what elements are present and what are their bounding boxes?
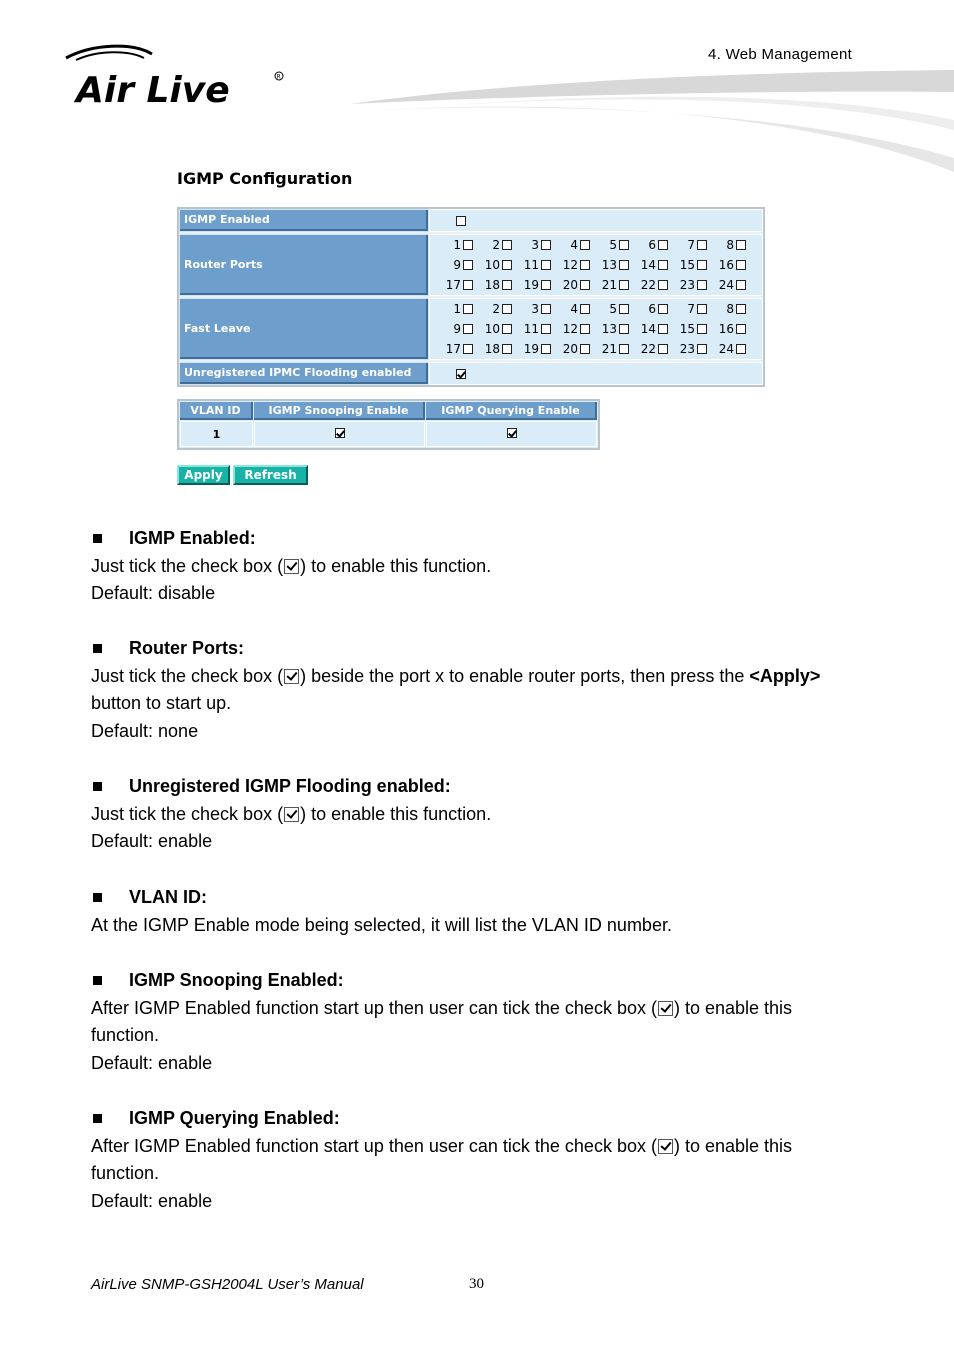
port-number: 6	[648, 302, 656, 316]
port-number: 21	[601, 278, 617, 292]
router-ports-grid	[434, 236, 746, 295]
fast-leave-port-3	[512, 300, 551, 319]
port-checkbox[interactable]	[541, 260, 551, 270]
port-checkbox[interactable]	[658, 240, 668, 250]
fast-leave-port-17	[434, 340, 473, 359]
port-number: 19	[523, 278, 539, 292]
section-router-ports	[91, 635, 881, 745]
router-port-7	[668, 236, 707, 255]
flooding-label: Unregistered IPMC Flooding enabled	[180, 363, 428, 384]
port-number: 15	[679, 322, 695, 336]
port-checkbox[interactable]	[736, 280, 746, 290]
port-checkbox[interactable]	[541, 280, 551, 290]
port-checkbox[interactable]	[502, 324, 512, 334]
section-heading: VLAN ID:	[91, 884, 881, 912]
router-port-1	[434, 236, 473, 255]
fast-leave-port-19	[512, 340, 551, 359]
port-checkbox[interactable]	[541, 324, 551, 334]
port-checkbox[interactable]	[619, 324, 629, 334]
port-number: 14	[640, 258, 656, 272]
port-number: 14	[640, 322, 656, 336]
section-text: ) beside the port x to enable router ports, then press the	[300, 665, 750, 686]
vlan-id-header: VLAN ID	[180, 402, 253, 420]
fast-leave-port-20	[551, 340, 590, 359]
port-checkbox[interactable]	[619, 344, 629, 354]
port-number: 1	[453, 302, 461, 316]
port-number: 10	[484, 322, 500, 336]
igmp-config-table	[177, 207, 765, 387]
port-checkbox[interactable]	[736, 304, 746, 314]
flooding-checkbox[interactable]	[456, 369, 466, 379]
section-text: Just tick the check box (	[91, 665, 284, 686]
section-default: Default: enable	[91, 1190, 213, 1211]
port-checkbox[interactable]	[502, 280, 512, 290]
chapter-title: 4. Web Management	[708, 46, 853, 63]
checkbox-icon	[658, 1139, 673, 1154]
port-checkbox[interactable]	[541, 304, 551, 314]
section-text-cont: function.	[91, 1025, 160, 1045]
port-checkbox[interactable]	[619, 260, 629, 270]
router-port-21	[590, 276, 629, 295]
router-port-2	[473, 236, 512, 255]
table-row	[180, 421, 597, 447]
port-checkbox[interactable]	[463, 344, 473, 354]
page-number: 30	[469, 1276, 484, 1292]
port-checkbox[interactable]	[502, 260, 512, 270]
apply-button[interactable]: Apply	[177, 465, 230, 485]
port-number: 24	[718, 278, 734, 292]
port-checkbox[interactable]	[502, 344, 512, 354]
port-number: 10	[484, 258, 500, 272]
section-heading: Unregistered IGMP Flooding enabled:	[91, 773, 881, 801]
router-port-23	[668, 276, 707, 295]
section-default: Default: none	[91, 720, 199, 741]
router-port-4	[551, 236, 590, 255]
port-number: 12	[562, 258, 578, 272]
refresh-button[interactable]: Refresh	[233, 465, 308, 485]
port-checkbox[interactable]	[619, 280, 629, 290]
checkbox-icon	[284, 669, 299, 684]
port-checkbox[interactable]	[580, 344, 590, 354]
section-text: After IGMP Enabled function start up then user can tick the check box (	[91, 1135, 657, 1156]
router-port-15	[668, 256, 707, 275]
router-port-13	[590, 256, 629, 275]
snooping-checkbox[interactable]	[335, 428, 345, 438]
port-number: 5	[609, 302, 617, 316]
port-checkbox[interactable]	[541, 344, 551, 354]
checkbox-icon	[284, 559, 299, 574]
port-checkbox[interactable]	[541, 240, 551, 250]
port-checkbox[interactable]	[502, 304, 512, 314]
port-checkbox[interactable]	[736, 240, 746, 250]
igmp-enabled-label: IGMP Enabled	[180, 210, 428, 231]
port-number: 9	[453, 258, 461, 272]
section-text: Just tick the check box (	[91, 555, 284, 576]
port-checkbox[interactable]	[658, 304, 668, 314]
section-heading: IGMP Snooping Enabled:	[91, 967, 881, 995]
port-number: 18	[484, 342, 500, 356]
port-checkbox[interactable]	[463, 240, 473, 250]
port-number: 15	[679, 258, 695, 272]
section-heading: IGMP Querying Enabled:	[91, 1105, 881, 1133]
fast-leave-grid	[434, 300, 746, 359]
port-number: 21	[601, 342, 617, 356]
fast-leave-port-6	[629, 300, 668, 319]
port-number: 22	[640, 342, 656, 356]
checkbox-icon	[658, 1001, 673, 1016]
port-number: 23	[679, 278, 695, 292]
port-checkbox[interactable]	[658, 260, 668, 270]
fast-leave-port-9	[434, 320, 473, 339]
port-checkbox[interactable]	[463, 304, 473, 314]
section-default: Default: disable	[91, 583, 216, 603]
fast-leave-port-15	[668, 320, 707, 339]
port-number: 22	[640, 278, 656, 292]
router-port-5	[590, 236, 629, 255]
port-number: 24	[718, 342, 734, 356]
snooping-header: IGMP Snooping Enable	[254, 402, 425, 420]
port-number: 7	[687, 238, 695, 252]
port-checkbox[interactable]	[697, 304, 707, 314]
port-number: 23	[679, 342, 695, 356]
port-checkbox[interactable]	[619, 304, 629, 314]
row-router-ports	[179, 234, 763, 298]
router-port-14	[629, 256, 668, 275]
footer-manual: AirLive SNMP-GSH2004L User’s Manual	[91, 1276, 364, 1293]
port-number: 7	[687, 302, 695, 316]
port-number: 17	[445, 278, 461, 292]
section-text: ) to enable this	[673, 997, 793, 1018]
router-port-19	[512, 276, 551, 295]
router-port-12	[551, 256, 590, 275]
fast-leave-port-4	[551, 300, 590, 319]
port-checkbox[interactable]	[697, 240, 707, 250]
section-text: ) to enable this function.	[300, 803, 492, 824]
fast-leave-label: Fast Leave	[180, 299, 428, 359]
section-text-cont: function.	[91, 1163, 160, 1183]
port-number: 13	[601, 258, 617, 272]
section-heading: Router Ports:	[91, 635, 881, 663]
router-port-20	[551, 276, 590, 295]
router-port-3	[512, 236, 551, 255]
port-checkbox[interactable]	[580, 304, 590, 314]
port-checkbox[interactable]	[580, 280, 590, 290]
router-port-17	[434, 276, 473, 295]
fast-leave-port-12	[551, 320, 590, 339]
svg-text:Air Live: Air Live	[76, 70, 230, 106]
port-number: 11	[523, 258, 539, 272]
fast-leave-port-11	[512, 320, 551, 339]
router-port-10	[473, 256, 512, 275]
row-fast-leave	[179, 298, 763, 362]
section-text: Just tick the check box (	[91, 803, 284, 824]
port-checkbox[interactable]	[619, 240, 629, 250]
port-number: 20	[562, 278, 578, 292]
svg-text:R: R	[276, 73, 281, 81]
section-text-cont: button to start up.	[91, 693, 232, 713]
port-checkbox[interactable]	[463, 280, 473, 290]
port-number: 6	[648, 238, 656, 252]
port-checkbox[interactable]	[580, 324, 590, 334]
port-number: 16	[718, 258, 734, 272]
router-port-16	[707, 256, 746, 275]
fast-leave-port-21	[590, 340, 629, 359]
router-ports-label: Router Ports	[180, 235, 428, 295]
port-checkbox[interactable]	[658, 280, 668, 290]
fast-leave-port-8	[707, 300, 746, 319]
port-number: 8	[726, 238, 734, 252]
fast-leave-port-5	[590, 300, 629, 319]
port-number: 1	[453, 238, 461, 252]
fast-leave-port-7	[668, 300, 707, 319]
router-port-22	[629, 276, 668, 295]
port-checkbox[interactable]	[580, 260, 590, 270]
section-flooding	[91, 773, 881, 856]
port-checkbox[interactable]	[463, 324, 473, 334]
port-number: 8	[726, 302, 734, 316]
querying-header: IGMP Querying Enable	[426, 402, 597, 420]
section-text: ) to enable this function.	[300, 555, 492, 576]
fast-leave-port-16	[707, 320, 746, 339]
port-number: 13	[601, 322, 617, 336]
port-number: 19	[523, 342, 539, 356]
section-snooping	[91, 967, 881, 1077]
port-number: 4	[570, 302, 578, 316]
vlan-id-cell: 1	[180, 421, 253, 447]
section-text: At the IGMP Enable mode being selected, it will list the VLAN ID number.	[91, 914, 672, 935]
router-port-18	[473, 276, 512, 295]
vlan-table	[177, 399, 600, 450]
section-text: ) to enable this	[673, 1135, 793, 1156]
port-checkbox[interactable]	[697, 344, 707, 354]
port-number: 3	[531, 302, 539, 316]
section-vlan-id	[91, 884, 881, 939]
fast-leave-port-2	[473, 300, 512, 319]
port-checkbox[interactable]	[736, 260, 746, 270]
section-heading: IGMP Enabled:	[91, 525, 881, 553]
port-number: 4	[570, 238, 578, 252]
fast-leave-port-13	[590, 320, 629, 339]
port-number: 3	[531, 238, 539, 252]
row-flooding	[179, 362, 763, 385]
section-default: Default: enable	[91, 831, 213, 851]
router-port-9	[434, 256, 473, 275]
router-port-6	[629, 236, 668, 255]
querying-checkbox[interactable]	[507, 428, 517, 438]
port-checkbox[interactable]	[736, 324, 746, 334]
port-checkbox[interactable]	[697, 280, 707, 290]
port-checkbox[interactable]	[658, 324, 668, 334]
igmp-config-title: IGMP Configuration	[177, 169, 353, 188]
port-checkbox[interactable]	[697, 260, 707, 270]
fast-leave-port-23	[668, 340, 707, 359]
fast-leave-port-10	[473, 320, 512, 339]
section-default: Default: enable	[91, 1052, 213, 1073]
port-checkbox[interactable]	[580, 240, 590, 250]
port-checkbox[interactable]	[697, 324, 707, 334]
port-number: 16	[718, 322, 734, 336]
port-number: 18	[484, 278, 500, 292]
port-number: 11	[523, 322, 539, 336]
port-checkbox[interactable]	[502, 240, 512, 250]
port-number: 5	[609, 238, 617, 252]
checkbox-icon	[284, 807, 299, 822]
port-checkbox[interactable]	[658, 344, 668, 354]
port-number: 2	[492, 302, 500, 316]
row-igmp-enabled	[179, 209, 763, 234]
router-port-24	[707, 276, 746, 295]
fast-leave-port-1	[434, 300, 473, 319]
fast-leave-port-18	[473, 340, 512, 359]
section-igmp-enabled	[91, 525, 881, 608]
port-number: 2	[492, 238, 500, 252]
igmp-enabled-checkbox[interactable]	[456, 216, 466, 226]
port-checkbox[interactable]	[463, 260, 473, 270]
fast-leave-port-24	[707, 340, 746, 359]
router-port-8	[707, 236, 746, 255]
port-number: 12	[562, 322, 578, 336]
port-checkbox[interactable]	[736, 344, 746, 354]
fast-leave-port-14	[629, 320, 668, 339]
apply-keyword: <Apply>	[749, 665, 821, 686]
fast-leave-port-22	[629, 340, 668, 359]
port-number: 20	[562, 342, 578, 356]
port-number: 17	[445, 342, 461, 356]
port-number: 9	[453, 322, 461, 336]
section-querying	[91, 1105, 881, 1215]
section-text: After IGMP Enabled function start up then user can tick the check box (	[91, 997, 657, 1018]
router-port-11	[512, 256, 551, 275]
airlive-logo	[62, 42, 288, 106]
